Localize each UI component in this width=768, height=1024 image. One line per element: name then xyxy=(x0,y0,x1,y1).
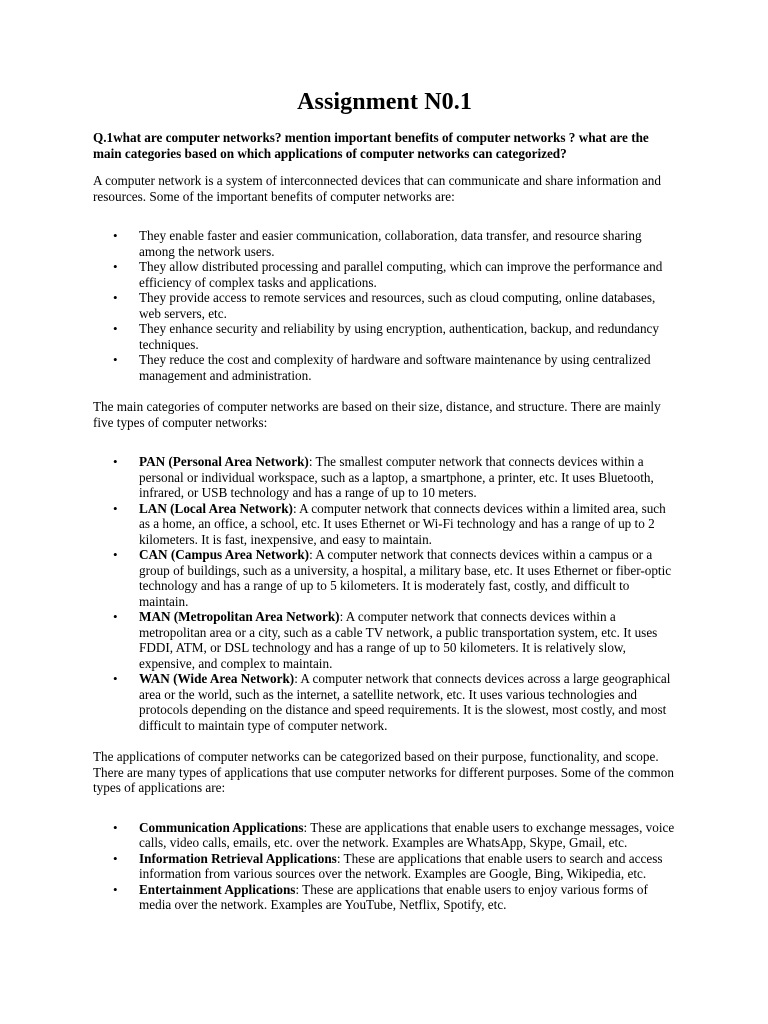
intro-paragraph: A computer network is a system of interconnected devices that can communicate and share information and resources. Some of the important benefits of computer networks are: xyxy=(93,173,661,204)
benefit-text: They allow distributed processing and parallel computing, which can improve the performance and efficiency of complex tasks and applications. xyxy=(139,259,663,290)
term-description: : A computer network that connects devices across a large geographical area or the world, such as the internet, a satellite network, etc. It uses various technologies and protocols depending on the distance and speed requirements. It is the slowest, most costly, and most difficult to maintain type of computer network. xyxy=(139,671,671,733)
term-label: Information Retrieval Applications xyxy=(139,850,337,866)
question-text: Q.1what are computer networks? mention important benefits of computer networks ? what are the main categories based on which applications of computer networks can categorized? xyxy=(93,130,649,161)
benefit-text: They enhance security and reliability by using encryption, authentication, backup, and redundancy techniques. xyxy=(139,321,659,352)
applications-list xyxy=(93,820,676,913)
list-item xyxy=(93,609,676,671)
list-item xyxy=(93,501,676,548)
list-item xyxy=(93,290,676,321)
bullet-icon: • xyxy=(113,500,118,516)
benefit-text: They provide access to remote services and resources, such as cloud computing, online databases, web servers, etc. xyxy=(139,290,656,321)
bullet-icon: • xyxy=(113,609,118,624)
list-item xyxy=(93,851,676,882)
bullet-icon: • xyxy=(113,454,118,469)
bullet-icon: • xyxy=(113,352,118,367)
term-label: CAN (Campus Area Network) xyxy=(139,547,310,562)
term-label: WAN (Wide Area Network) xyxy=(139,671,295,686)
term-description: : A computer network that connects devices within a limited area, such as a home, an office, a school, etc. It uses Ethernet or Wi-Fi technology and has a range of up to 2 kilometers. It is fast, inexpensive, and easy to maintain. xyxy=(139,500,666,547)
term-description: : These are applications that enable users to exchange messages, voice calls, video calls, emails, etc. over the network. Examples are WhatsApp, Skype, Gmail, etc. xyxy=(139,819,675,850)
benefit-text: They enable faster and easier communication, collaboration, data transfer, and resource sharing among the network users. xyxy=(139,228,642,259)
term-label: MAN (Metropolitan Area Network) xyxy=(139,609,340,624)
list-item xyxy=(93,454,676,501)
bullet-icon: • xyxy=(113,819,118,835)
list-item xyxy=(93,547,676,609)
list-item xyxy=(93,671,676,733)
list-item xyxy=(93,259,676,290)
benefit-text: They reduce the cost and complexity of hardware and software maintenance by using centralized management and administration. xyxy=(139,352,651,383)
benefits-list xyxy=(93,228,676,383)
applications-intro-paragraph: The applications of computer networks can be categorized based on their purpose, functionality, and scope. There are many types of applications that use computer networks for different purposes. Some of the common types of applications are: xyxy=(93,749,674,795)
list-item xyxy=(93,321,676,352)
list-item xyxy=(93,228,676,259)
term-label: LAN (Local Area Network) xyxy=(139,500,293,516)
categories-intro-paragraph: The main categories of computer networks are based on their size, distance, and structure. There are mainly five types of computer networks: xyxy=(93,399,661,430)
list-item xyxy=(93,352,676,383)
bullet-icon: • xyxy=(113,547,118,562)
list-item xyxy=(93,820,676,851)
term-label: Communication Applications xyxy=(139,819,304,835)
term-description: : A computer network that connects devices within a metropolitan area or a city, such as a cable TV network, a public transportation system, etc. It uses FDDI, ATM, or DSL technology and has a range of up to 50 kilometers. It is relatively slow, expensive, and complex to maintain. xyxy=(139,609,658,671)
term-description: : A computer network that connects devices within a campus or a group of buildings, such as a university, a hospital, a military base, etc. It uses Ethernet or fiber-optic technology and has a range of up to 5 kilometers. It is moderately fast, costly, and difficult to maintain. xyxy=(139,547,672,609)
list-item xyxy=(93,882,676,913)
bullet-icon: • xyxy=(113,259,118,274)
term-description: : These are applications that enable users to search and access information from various sources over the network. Examples are Google, Bing, Wikipedia, etc. xyxy=(139,850,663,881)
term-description: : These are applications that enable users to enjoy various forms of media over the network. Examples are YouTube, Netflix, Spotify, etc. xyxy=(139,881,648,912)
bullet-icon: • xyxy=(113,228,118,243)
term-label: Entertainment Applications xyxy=(139,881,296,897)
page-title: Assignment N0.1 xyxy=(297,89,472,115)
bullet-icon: • xyxy=(113,290,118,305)
network-types-list xyxy=(93,454,676,733)
term-label: PAN (Personal Area Network) xyxy=(139,454,309,469)
bullet-icon: • xyxy=(113,671,118,686)
bullet-icon: • xyxy=(113,850,118,866)
term-description: : The smallest computer network that connects devices within a personal or individual workspace, such as a laptop, a smartphone, a printer, etc. It uses Bluetooth, infrared, or USB technology and has a range of up to 10 meters. xyxy=(139,454,654,500)
bullet-icon: • xyxy=(113,321,118,336)
bullet-icon: • xyxy=(113,881,118,897)
